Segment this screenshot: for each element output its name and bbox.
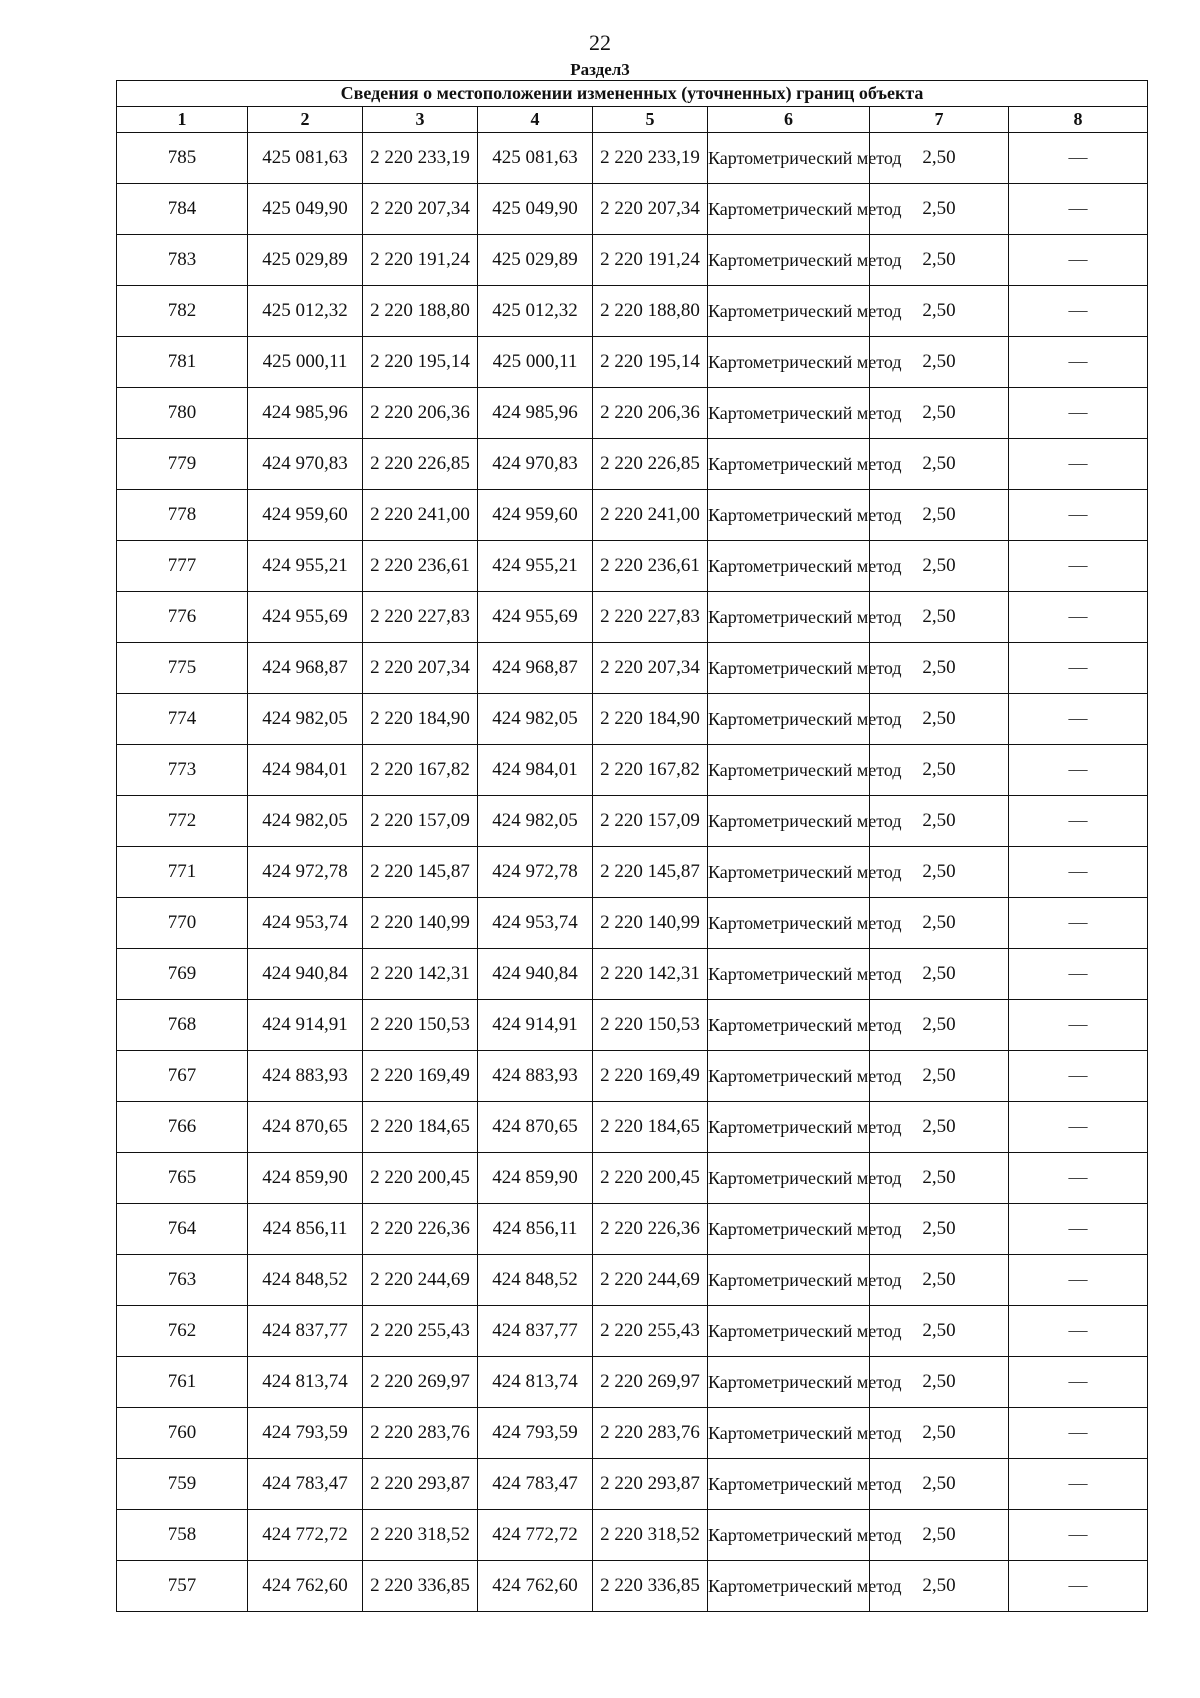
- x-existing-cell: 424 848,52: [248, 1255, 363, 1306]
- column-number: 4: [478, 107, 593, 133]
- table-row: [117, 1561, 1148, 1612]
- accuracy-cell: 2,50: [870, 439, 1009, 490]
- note-cell: —: [1009, 1153, 1148, 1204]
- y-new-cell: 2 220 184,90: [593, 694, 708, 745]
- y-existing-cell: 2 220 191,24: [363, 235, 478, 286]
- x-existing-cell: 424 982,05: [248, 694, 363, 745]
- column-number: 5: [593, 107, 708, 133]
- table-row: [117, 1408, 1148, 1459]
- method-cell: Картометрический метод: [708, 133, 870, 184]
- table-row: [117, 133, 1148, 184]
- accuracy-cell: 2,50: [870, 1102, 1009, 1153]
- x-existing-cell: 425 029,89: [248, 235, 363, 286]
- table-row: [117, 745, 1148, 796]
- table-row: [117, 490, 1148, 541]
- method-cell: Картометрический метод: [708, 898, 870, 949]
- x-existing-cell: 424 883,93: [248, 1051, 363, 1102]
- y-existing-cell: 2 220 226,85: [363, 439, 478, 490]
- y-new-cell: 2 220 157,09: [593, 796, 708, 847]
- x-new-cell: 424 985,96: [478, 388, 593, 439]
- point-number-cell: 776: [117, 592, 248, 643]
- y-new-cell: 2 220 142,31: [593, 949, 708, 1000]
- method-cell: Картометрический метод: [708, 541, 870, 592]
- y-new-cell: 2 220 206,36: [593, 388, 708, 439]
- column-number: 3: [363, 107, 478, 133]
- x-existing-cell: 424 953,74: [248, 898, 363, 949]
- accuracy-cell: 2,50: [870, 796, 1009, 847]
- point-number-cell: 757: [117, 1561, 248, 1612]
- method-cell: Картометрический метод: [708, 847, 870, 898]
- point-number-cell: 760: [117, 1408, 248, 1459]
- table-title: Сведения о местоположении измененных (уточненных) границ объекта: [117, 81, 1148, 107]
- column-number: 1: [117, 107, 248, 133]
- x-new-cell: 424 772,72: [478, 1510, 593, 1561]
- point-number-cell: 779: [117, 439, 248, 490]
- point-number-cell: 781: [117, 337, 248, 388]
- accuracy-cell: 2,50: [870, 1000, 1009, 1051]
- accuracy-cell: 2,50: [870, 1204, 1009, 1255]
- y-new-cell: 2 220 318,52: [593, 1510, 708, 1561]
- accuracy-cell: 2,50: [870, 286, 1009, 337]
- method-cell: Картометрический метод: [708, 745, 870, 796]
- point-number-cell: 758: [117, 1510, 248, 1561]
- point-number-cell: 767: [117, 1051, 248, 1102]
- x-new-cell: 424 970,83: [478, 439, 593, 490]
- method-cell: Картометрический метод: [708, 388, 870, 439]
- table-body: [117, 133, 1148, 1612]
- x-new-cell: 424 856,11: [478, 1204, 593, 1255]
- y-existing-cell: 2 220 142,31: [363, 949, 478, 1000]
- table-row: [117, 388, 1148, 439]
- note-cell: —: [1009, 898, 1148, 949]
- point-number-cell: 774: [117, 694, 248, 745]
- point-number-cell: 773: [117, 745, 248, 796]
- x-new-cell: 424 972,78: [478, 847, 593, 898]
- y-new-cell: 2 220 195,14: [593, 337, 708, 388]
- point-number-cell: 780: [117, 388, 248, 439]
- accuracy-cell: 2,50: [870, 1306, 1009, 1357]
- method-cell: Картометрический метод: [708, 694, 870, 745]
- point-number-cell: 759: [117, 1459, 248, 1510]
- x-new-cell: 424 959,60: [478, 490, 593, 541]
- table-row: [117, 949, 1148, 1000]
- y-existing-cell: 2 220 169,49: [363, 1051, 478, 1102]
- y-new-cell: 2 220 207,34: [593, 184, 708, 235]
- accuracy-cell: 2,50: [870, 1408, 1009, 1459]
- y-new-cell: 2 220 244,69: [593, 1255, 708, 1306]
- x-new-cell: 424 859,90: [478, 1153, 593, 1204]
- note-cell: —: [1009, 184, 1148, 235]
- x-new-cell: 424 982,05: [478, 796, 593, 847]
- accuracy-cell: 2,50: [870, 388, 1009, 439]
- method-cell: Картометрический метод: [708, 1408, 870, 1459]
- note-cell: —: [1009, 592, 1148, 643]
- table-row: [117, 643, 1148, 694]
- method-cell: Картометрический метод: [708, 1051, 870, 1102]
- point-number-cell: 769: [117, 949, 248, 1000]
- y-existing-cell: 2 220 200,45: [363, 1153, 478, 1204]
- x-new-cell: 424 870,65: [478, 1102, 593, 1153]
- method-cell: Картометрический метод: [708, 184, 870, 235]
- x-existing-cell: 424 837,77: [248, 1306, 363, 1357]
- y-new-cell: 2 220 283,76: [593, 1408, 708, 1459]
- y-new-cell: 2 220 226,36: [593, 1204, 708, 1255]
- accuracy-cell: 2,50: [870, 1459, 1009, 1510]
- table-row: [117, 1204, 1148, 1255]
- y-new-cell: 2 220 269,97: [593, 1357, 708, 1408]
- y-new-cell: 2 220 169,49: [593, 1051, 708, 1102]
- note-cell: —: [1009, 1306, 1148, 1357]
- accuracy-cell: 2,50: [870, 643, 1009, 694]
- table-row: [117, 1000, 1148, 1051]
- x-existing-cell: 424 959,60: [248, 490, 363, 541]
- x-existing-cell: 424 984,01: [248, 745, 363, 796]
- note-cell: —: [1009, 796, 1148, 847]
- note-cell: —: [1009, 388, 1148, 439]
- x-existing-cell: 424 972,78: [248, 847, 363, 898]
- y-existing-cell: 2 220 293,87: [363, 1459, 478, 1510]
- table-row: [117, 694, 1148, 745]
- y-new-cell: 2 220 207,34: [593, 643, 708, 694]
- x-new-cell: 424 793,59: [478, 1408, 593, 1459]
- method-cell: Картометрический метод: [708, 1357, 870, 1408]
- x-new-cell: 424 762,60: [478, 1561, 593, 1612]
- y-new-cell: 2 220 140,99: [593, 898, 708, 949]
- note-cell: —: [1009, 643, 1148, 694]
- boundary-coordinates-table: [116, 80, 1148, 1612]
- note-cell: —: [1009, 235, 1148, 286]
- y-existing-cell: 2 220 336,85: [363, 1561, 478, 1612]
- note-cell: —: [1009, 133, 1148, 184]
- x-new-cell: 424 914,91: [478, 1000, 593, 1051]
- x-new-cell: 424 837,77: [478, 1306, 593, 1357]
- y-new-cell: 2 220 188,80: [593, 286, 708, 337]
- x-new-cell: 424 848,52: [478, 1255, 593, 1306]
- section-label: Раздел3: [570, 60, 630, 79]
- y-existing-cell: 2 220 145,87: [363, 847, 478, 898]
- point-number-cell: 761: [117, 1357, 248, 1408]
- table-row: [117, 1459, 1148, 1510]
- method-cell: Картометрический метод: [708, 1204, 870, 1255]
- x-new-cell: 424 982,05: [478, 694, 593, 745]
- note-cell: —: [1009, 1204, 1148, 1255]
- y-existing-cell: 2 220 207,34: [363, 643, 478, 694]
- point-number-cell: 778: [117, 490, 248, 541]
- column-number: 2: [248, 107, 363, 133]
- note-cell: —: [1009, 1459, 1148, 1510]
- x-existing-cell: 424 970,83: [248, 439, 363, 490]
- table-row: [117, 1102, 1148, 1153]
- x-existing-cell: 424 955,21: [248, 541, 363, 592]
- x-existing-cell: 424 870,65: [248, 1102, 363, 1153]
- y-existing-cell: 2 220 195,14: [363, 337, 478, 388]
- table-row: [117, 439, 1148, 490]
- note-cell: —: [1009, 745, 1148, 796]
- y-existing-cell: 2 220 269,97: [363, 1357, 478, 1408]
- x-existing-cell: 424 813,74: [248, 1357, 363, 1408]
- x-new-cell: 424 813,74: [478, 1357, 593, 1408]
- accuracy-cell: 2,50: [870, 337, 1009, 388]
- point-number-cell: 768: [117, 1000, 248, 1051]
- x-existing-cell: 424 762,60: [248, 1561, 363, 1612]
- accuracy-cell: 2,50: [870, 694, 1009, 745]
- point-number-cell: 766: [117, 1102, 248, 1153]
- method-cell: Картометрический метод: [708, 1255, 870, 1306]
- table-row: [117, 541, 1148, 592]
- x-existing-cell: 424 856,11: [248, 1204, 363, 1255]
- y-existing-cell: 2 220 184,90: [363, 694, 478, 745]
- table-row: [117, 1510, 1148, 1561]
- note-cell: —: [1009, 286, 1148, 337]
- note-cell: —: [1009, 337, 1148, 388]
- y-existing-cell: 2 220 227,83: [363, 592, 478, 643]
- accuracy-cell: 2,50: [870, 184, 1009, 235]
- table-row: [117, 1357, 1148, 1408]
- x-existing-cell: 424 968,87: [248, 643, 363, 694]
- point-number-cell: 764: [117, 1204, 248, 1255]
- table-row: [117, 235, 1148, 286]
- y-existing-cell: 2 220 188,80: [363, 286, 478, 337]
- method-cell: Картометрический метод: [708, 796, 870, 847]
- y-new-cell: 2 220 184,65: [593, 1102, 708, 1153]
- note-cell: —: [1009, 490, 1148, 541]
- point-number-cell: 784: [117, 184, 248, 235]
- table-row: [117, 184, 1148, 235]
- method-cell: Картометрический метод: [708, 1459, 870, 1510]
- point-number-cell: 763: [117, 1255, 248, 1306]
- method-cell: Картометрический метод: [708, 1510, 870, 1561]
- accuracy-cell: 2,50: [870, 1357, 1009, 1408]
- note-cell: —: [1009, 1000, 1148, 1051]
- y-existing-cell: 2 220 318,52: [363, 1510, 478, 1561]
- y-new-cell: 2 220 233,19: [593, 133, 708, 184]
- y-existing-cell: 2 220 226,36: [363, 1204, 478, 1255]
- accuracy-cell: 2,50: [870, 1510, 1009, 1561]
- table-row: [117, 847, 1148, 898]
- accuracy-cell: 2,50: [870, 898, 1009, 949]
- x-new-cell: 425 081,63: [478, 133, 593, 184]
- note-cell: —: [1009, 694, 1148, 745]
- y-new-cell: 2 220 226,85: [593, 439, 708, 490]
- method-cell: Картометрический метод: [708, 592, 870, 643]
- table-row: [117, 1051, 1148, 1102]
- y-existing-cell: 2 220 140,99: [363, 898, 478, 949]
- x-new-cell: 424 883,93: [478, 1051, 593, 1102]
- y-existing-cell: 2 220 236,61: [363, 541, 478, 592]
- y-existing-cell: 2 220 150,53: [363, 1000, 478, 1051]
- method-cell: Картометрический метод: [708, 1561, 870, 1612]
- x-existing-cell: 424 985,96: [248, 388, 363, 439]
- y-existing-cell: 2 220 184,65: [363, 1102, 478, 1153]
- note-cell: —: [1009, 1357, 1148, 1408]
- table-row: [117, 1153, 1148, 1204]
- note-cell: —: [1009, 541, 1148, 592]
- table-row: [117, 1306, 1148, 1357]
- accuracy-cell: 2,50: [870, 1255, 1009, 1306]
- y-new-cell: 2 220 241,00: [593, 490, 708, 541]
- note-cell: —: [1009, 1051, 1148, 1102]
- x-existing-cell: 424 914,91: [248, 1000, 363, 1051]
- method-cell: Картометрический метод: [708, 286, 870, 337]
- method-cell: Картометрический метод: [708, 490, 870, 541]
- method-cell: Картометрический метод: [708, 439, 870, 490]
- point-number-cell: 783: [117, 235, 248, 286]
- accuracy-cell: 2,50: [870, 235, 1009, 286]
- accuracy-cell: 2,50: [870, 1561, 1009, 1612]
- accuracy-cell: 2,50: [870, 592, 1009, 643]
- y-new-cell: 2 220 336,85: [593, 1561, 708, 1612]
- x-new-cell: 425 012,32: [478, 286, 593, 337]
- note-cell: —: [1009, 1561, 1148, 1612]
- method-cell: Картометрический метод: [708, 1000, 870, 1051]
- column-number: 6: [708, 107, 870, 133]
- point-number-cell: 775: [117, 643, 248, 694]
- note-cell: —: [1009, 1510, 1148, 1561]
- x-new-cell: 424 955,69: [478, 592, 593, 643]
- x-existing-cell: 424 955,69: [248, 592, 363, 643]
- column-number: 7: [870, 107, 1009, 133]
- table-row: [117, 337, 1148, 388]
- method-cell: Картометрический метод: [708, 337, 870, 388]
- method-cell: Картометрический метод: [708, 1153, 870, 1204]
- x-existing-cell: 424 982,05: [248, 796, 363, 847]
- point-number-cell: 785: [117, 133, 248, 184]
- method-cell: Картометрический метод: [708, 235, 870, 286]
- column-numbers-row: [117, 107, 1148, 133]
- accuracy-cell: 2,50: [870, 490, 1009, 541]
- accuracy-cell: 2,50: [870, 133, 1009, 184]
- note-cell: —: [1009, 949, 1148, 1000]
- page-number: 22: [589, 30, 611, 55]
- y-existing-cell: 2 220 233,19: [363, 133, 478, 184]
- note-cell: —: [1009, 439, 1148, 490]
- x-existing-cell: 424 940,84: [248, 949, 363, 1000]
- method-cell: Картометрический метод: [708, 949, 870, 1000]
- accuracy-cell: 2,50: [870, 847, 1009, 898]
- accuracy-cell: 2,50: [870, 1153, 1009, 1204]
- y-new-cell: 2 220 293,87: [593, 1459, 708, 1510]
- note-cell: —: [1009, 1408, 1148, 1459]
- point-number-cell: 762: [117, 1306, 248, 1357]
- y-new-cell: 2 220 191,24: [593, 235, 708, 286]
- accuracy-cell: 2,50: [870, 745, 1009, 796]
- x-existing-cell: 425 049,90: [248, 184, 363, 235]
- x-new-cell: 424 953,74: [478, 898, 593, 949]
- x-new-cell: 425 000,11: [478, 337, 593, 388]
- method-cell: Картометрический метод: [708, 1306, 870, 1357]
- y-new-cell: 2 220 145,87: [593, 847, 708, 898]
- y-existing-cell: 2 220 244,69: [363, 1255, 478, 1306]
- x-new-cell: 425 029,89: [478, 235, 593, 286]
- table-row: [117, 796, 1148, 847]
- x-existing-cell: 425 012,32: [248, 286, 363, 337]
- y-new-cell: 2 220 236,61: [593, 541, 708, 592]
- column-number: 8: [1009, 107, 1148, 133]
- y-existing-cell: 2 220 206,36: [363, 388, 478, 439]
- point-number-cell: 771: [117, 847, 248, 898]
- x-new-cell: 424 940,84: [478, 949, 593, 1000]
- y-new-cell: 2 220 167,82: [593, 745, 708, 796]
- point-number-cell: 777: [117, 541, 248, 592]
- table-row: [117, 592, 1148, 643]
- y-existing-cell: 2 220 157,09: [363, 796, 478, 847]
- accuracy-cell: 2,50: [870, 1051, 1009, 1102]
- y-existing-cell: 2 220 241,00: [363, 490, 478, 541]
- x-new-cell: 424 955,21: [478, 541, 593, 592]
- table-row: [117, 898, 1148, 949]
- x-new-cell: 425 049,90: [478, 184, 593, 235]
- note-cell: —: [1009, 847, 1148, 898]
- x-existing-cell: 424 859,90: [248, 1153, 363, 1204]
- method-cell: Картометрический метод: [708, 1102, 870, 1153]
- point-number-cell: 765: [117, 1153, 248, 1204]
- table-row: [117, 1255, 1148, 1306]
- y-existing-cell: 2 220 207,34: [363, 184, 478, 235]
- y-new-cell: 2 220 227,83: [593, 592, 708, 643]
- x-new-cell: 424 783,47: [478, 1459, 593, 1510]
- x-existing-cell: 425 081,63: [248, 133, 363, 184]
- y-existing-cell: 2 220 167,82: [363, 745, 478, 796]
- table-title-row: [117, 81, 1148, 107]
- y-existing-cell: 2 220 283,76: [363, 1408, 478, 1459]
- x-existing-cell: 424 783,47: [248, 1459, 363, 1510]
- x-existing-cell: 425 000,11: [248, 337, 363, 388]
- x-new-cell: 424 984,01: [478, 745, 593, 796]
- note-cell: —: [1009, 1102, 1148, 1153]
- point-number-cell: 770: [117, 898, 248, 949]
- y-new-cell: 2 220 150,53: [593, 1000, 708, 1051]
- y-new-cell: 2 220 200,45: [593, 1153, 708, 1204]
- accuracy-cell: 2,50: [870, 949, 1009, 1000]
- note-cell: —: [1009, 1255, 1148, 1306]
- x-existing-cell: 424 793,59: [248, 1408, 363, 1459]
- method-cell: Картометрический метод: [708, 643, 870, 694]
- y-existing-cell: 2 220 255,43: [363, 1306, 478, 1357]
- point-number-cell: 782: [117, 286, 248, 337]
- x-existing-cell: 424 772,72: [248, 1510, 363, 1561]
- accuracy-cell: 2,50: [870, 541, 1009, 592]
- y-new-cell: 2 220 255,43: [593, 1306, 708, 1357]
- x-new-cell: 424 968,87: [478, 643, 593, 694]
- table-row: [117, 286, 1148, 337]
- point-number-cell: 772: [117, 796, 248, 847]
